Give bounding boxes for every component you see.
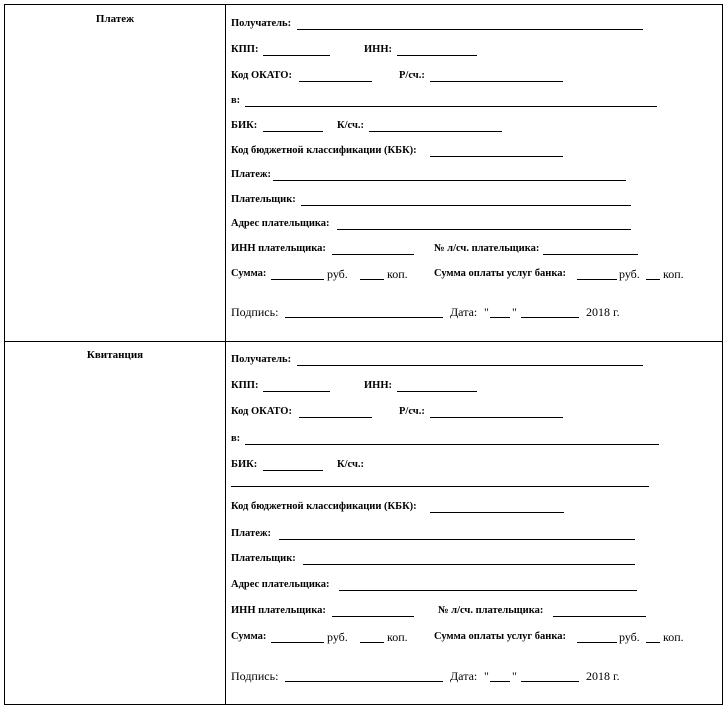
payer-inn-field[interactable] xyxy=(332,254,414,255)
date-month-field[interactable] xyxy=(521,681,579,682)
form-frame xyxy=(4,4,723,705)
recipient-field[interactable] xyxy=(297,365,643,366)
rub-text: руб. xyxy=(327,630,348,644)
payer-inn-label: ИНН плательщика: xyxy=(231,243,326,254)
sum-kop-field[interactable] xyxy=(360,642,384,643)
section-divider xyxy=(5,341,722,342)
bik-field[interactable] xyxy=(263,131,323,132)
payer-address-label: Адрес плательщика: xyxy=(231,579,330,590)
okato-label: Код ОКАТО: xyxy=(231,406,292,417)
column-divider xyxy=(225,5,226,704)
corr-account-label: К/сч.: xyxy=(337,120,365,131)
sum-rub-field[interactable] xyxy=(271,279,324,280)
date-quote-open: " xyxy=(484,305,489,319)
payer-inn-field[interactable] xyxy=(332,616,414,617)
payer-address-label: Адрес плательщика: xyxy=(231,218,330,229)
payment-field[interactable] xyxy=(279,539,635,540)
kbk-label: Код бюджетной классификации (КБК): xyxy=(231,501,417,512)
sum-rub-field[interactable] xyxy=(271,642,324,643)
okato-label: Код ОКАТО: xyxy=(231,70,292,81)
date-quote-close: " xyxy=(512,669,517,683)
corr-account-field[interactable] xyxy=(369,131,502,132)
bank-field[interactable] xyxy=(245,106,657,107)
okato-field[interactable] xyxy=(299,81,372,82)
account-label: Р/сч.: xyxy=(399,406,425,417)
inn-label: ИНН: xyxy=(364,44,392,55)
payer-account-no-label: № л/сч. плательщика: xyxy=(434,243,540,254)
bank-fee-label: Сумма оплаты услуг банка: xyxy=(434,268,566,279)
bik-field[interactable] xyxy=(263,470,323,471)
date-year: 2018 г. xyxy=(586,669,620,683)
date-day-field[interactable] xyxy=(490,681,510,682)
bank-fee-kop-field[interactable] xyxy=(646,279,660,280)
payer-label: Плательщик: xyxy=(231,553,296,564)
date-quote-open: " xyxy=(484,669,489,683)
account-field[interactable] xyxy=(430,417,563,418)
okato-field[interactable] xyxy=(299,417,372,418)
bank-fee-kop-text: коп. xyxy=(663,630,684,644)
payer-account-no-field[interactable] xyxy=(543,254,638,255)
sum-kop-field[interactable] xyxy=(360,279,384,280)
payment-field[interactable] xyxy=(273,180,626,181)
kpp-label: КПП: xyxy=(231,44,259,55)
signature-field[interactable] xyxy=(285,317,443,318)
payer-address-field[interactable] xyxy=(337,229,631,230)
signature-label: Подпись: xyxy=(231,305,279,319)
bank-fee-rub-field[interactable] xyxy=(577,642,617,643)
bik-label: БИК: xyxy=(231,459,258,470)
kpp-label: КПП: xyxy=(231,380,259,391)
inn-field[interactable] xyxy=(397,391,477,392)
bank-fee-kop-text: коп. xyxy=(663,267,684,281)
signature-field[interactable] xyxy=(285,681,443,682)
account-label: Р/сч.: xyxy=(399,70,425,81)
recipient-label: Получатель: xyxy=(231,354,292,365)
kbk-field[interactable] xyxy=(430,512,564,513)
date-quote-close: " xyxy=(512,305,517,319)
receipt-section-title: Квитанция xyxy=(86,349,144,361)
corr-account-label: К/сч.: xyxy=(337,459,365,470)
date-label: Дата: xyxy=(450,305,478,319)
date-year: 2018 г. xyxy=(586,305,620,319)
date-month-field[interactable] xyxy=(521,317,579,318)
bank-field[interactable] xyxy=(245,444,659,445)
date-day-field[interactable] xyxy=(490,317,510,318)
signature-label: Подпись: xyxy=(231,669,279,683)
payer-field[interactable] xyxy=(301,205,631,206)
recipient-label: Получатель: xyxy=(231,18,292,29)
recipient-field[interactable] xyxy=(297,29,643,30)
bank-fee-rub-text: руб. xyxy=(619,630,640,644)
payer-inn-label: ИНН плательщика: xyxy=(231,605,326,616)
kpp-field[interactable] xyxy=(263,55,330,56)
bank-label: в: xyxy=(231,433,241,444)
kbk-label: Код бюджетной классификации (КБК): xyxy=(231,145,417,156)
payer-account-no-label: № л/сч. плательщика: xyxy=(438,605,544,616)
payer-label: Плательщик: xyxy=(231,194,296,205)
bank-fee-kop-field[interactable] xyxy=(646,642,660,643)
payer-address-field[interactable] xyxy=(339,590,637,591)
kbk-field[interactable] xyxy=(430,156,563,157)
sum-label: Сумма: xyxy=(231,631,267,642)
bik-label: БИК: xyxy=(231,120,258,131)
payer-field[interactable] xyxy=(303,564,635,565)
payment-label: Платеж: xyxy=(231,169,271,180)
sum-label: Сумма: xyxy=(231,268,267,279)
kpp-field[interactable] xyxy=(263,391,330,392)
kop-text: коп. xyxy=(387,267,408,281)
inn-label: ИНН: xyxy=(364,380,392,391)
kop-text: коп. xyxy=(387,630,408,644)
account-field[interactable] xyxy=(430,81,563,82)
payment-section-title: Платеж xyxy=(95,13,135,25)
inn-field[interactable] xyxy=(397,55,477,56)
corr-account-field[interactable] xyxy=(231,486,649,487)
bank-label: в: xyxy=(231,95,241,106)
date-label: Дата: xyxy=(450,669,478,683)
bank-fee-rub-text: руб. xyxy=(619,267,640,281)
bank-fee-rub-field[interactable] xyxy=(577,279,617,280)
rub-text: руб. xyxy=(327,267,348,281)
payer-account-no-field[interactable] xyxy=(553,616,646,617)
payment-label: Платеж: xyxy=(231,528,271,539)
bank-fee-label: Сумма оплаты услуг банка: xyxy=(434,631,566,642)
